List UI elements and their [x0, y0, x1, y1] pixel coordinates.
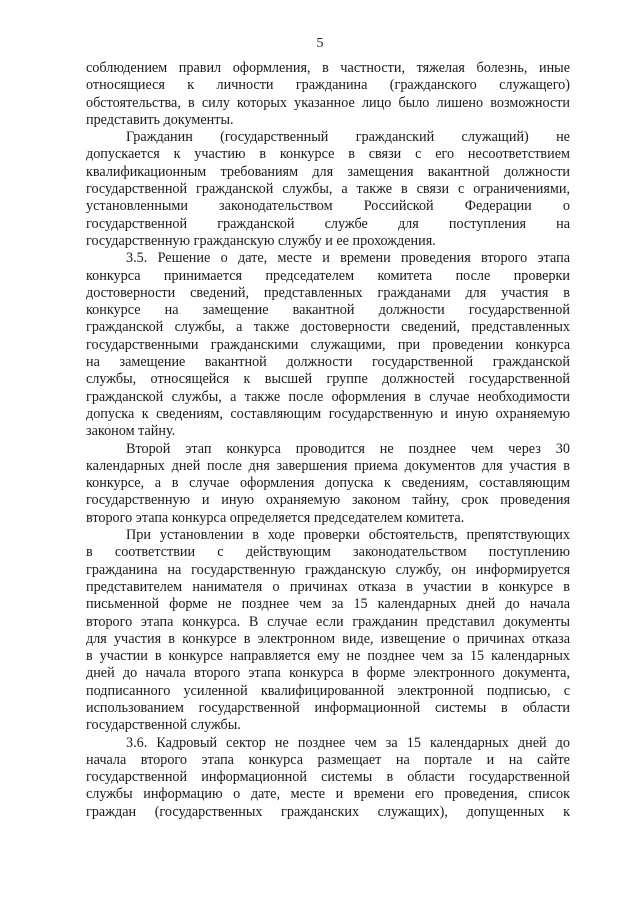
text-line: дней до начала второго этапа конкурса в форме электронного документа, — [86, 665, 570, 682]
text-line: конкурсе на замещение вакантной должности государственной — [86, 302, 570, 319]
text-line: обстоятельства, в силу которых указанное лицо было лишено возможности — [86, 94, 570, 111]
text-line: в участии в конкурсе направляется ему не позднее чем за 15 календарных — [86, 648, 570, 665]
text-line: соблюдением правил оформления, в частности, тяжелая болезнь, иные — [86, 60, 570, 76]
text-line: службы, относящейся к высшей группе должностей государственной — [86, 371, 570, 388]
text-line: государственной службы. — [86, 717, 241, 734]
text-line: использованием государственной информационной системы в области — [86, 699, 570, 716]
text-line: установленными законодательством Российской Федерации о — [86, 198, 570, 215]
text-line: в соответствии с действующим законодательством поступлению — [86, 544, 570, 561]
text-line: представителем нанимателя о причинах отказа в участии в конкурсе в — [86, 578, 570, 595]
text-line: государственную и иную охраняемую законом тайну, срок проведения — [86, 492, 570, 509]
text-line: относящиеся к личности гражданина (гражданского служащего) — [86, 77, 570, 94]
text-line: подписанного усиленной квалифицированной электронной подписью, с — [86, 682, 570, 699]
text-line: Второй этап конкурса проводится не позднее чем через 30 — [126, 440, 570, 457]
text-line: 3.5. Решение о дате, месте и времени проведения второго этапа — [126, 250, 570, 267]
text-line: достоверности сведений, представленных гражданами для участия в — [86, 284, 570, 301]
text-line: допускается к участию в конкурсе в связи с его несоответствием — [86, 146, 570, 163]
text-line: допуска к сведениям, составляющим государственную и иную охраняемую — [86, 405, 570, 422]
text-line: начала второго этапа конкурса размещает на портале и на сайте — [86, 751, 570, 768]
text-line: второго этапа конкурса. В случае если гражданин представил документы — [86, 613, 570, 630]
page-number: 5 — [316, 36, 324, 51]
text-line: календарных дней после дня завершения приема документов для участия в — [86, 457, 570, 474]
text-line: письменной форме не позднее чем за 15 календарных дней до начала — [86, 596, 570, 613]
text-line: гражданина на государственную гражданскую службу, он информируется — [86, 561, 570, 578]
text-line: граждан (государственных гражданских служащих), допущенных к — [86, 803, 570, 820]
text-line: квалификационным требованиям для замещения вакантной должности — [86, 163, 570, 180]
text-line: государственной гражданской службы, а также в связи с ограничениями, — [86, 181, 570, 198]
document-body — [86, 60, 570, 821]
text-line: конкурсе, а в случае оформления допуска к сведениям, составляющим — [86, 475, 570, 492]
text-line: службы информацию о дате, месте и времени его проведения, список — [86, 786, 570, 803]
text-line: государственной информационной системы в области государственной — [86, 769, 570, 786]
text-line: государственными гражданскими служащими, при проведении конкурса — [86, 336, 570, 353]
text-line: на замещение вакантной должности государственной гражданской — [86, 354, 570, 371]
text-line: законом тайну. — [86, 423, 176, 440]
text-line: конкурса принимается председателем комитета после проверки — [86, 267, 570, 284]
text-line: государственной гражданской службе для поступления на — [86, 215, 570, 232]
text-line: Гражданин (государственный гражданский служащий) не — [126, 129, 570, 146]
text-line: государственную гражданскую службу и ее прохождения. — [86, 232, 436, 249]
text-line: гражданской службы, а также после оформления в случае необходимости — [86, 388, 570, 405]
text-line: гражданской службы, а также достоверности сведений, представленных — [86, 319, 570, 336]
text-line: 3.6. Кадровый сектор не позднее чем за 15 календарных дней до — [126, 734, 570, 751]
text-line: для участия в конкурсе в электронном виде, извещение о причинах отказа — [86, 630, 570, 647]
text-line: второго этапа конкурса определяется председателем комитета. — [86, 509, 465, 526]
text-line: При установлении в ходе проверки обстоятельств, препятствующих — [126, 527, 570, 544]
text-line: представить документы. — [86, 111, 234, 128]
